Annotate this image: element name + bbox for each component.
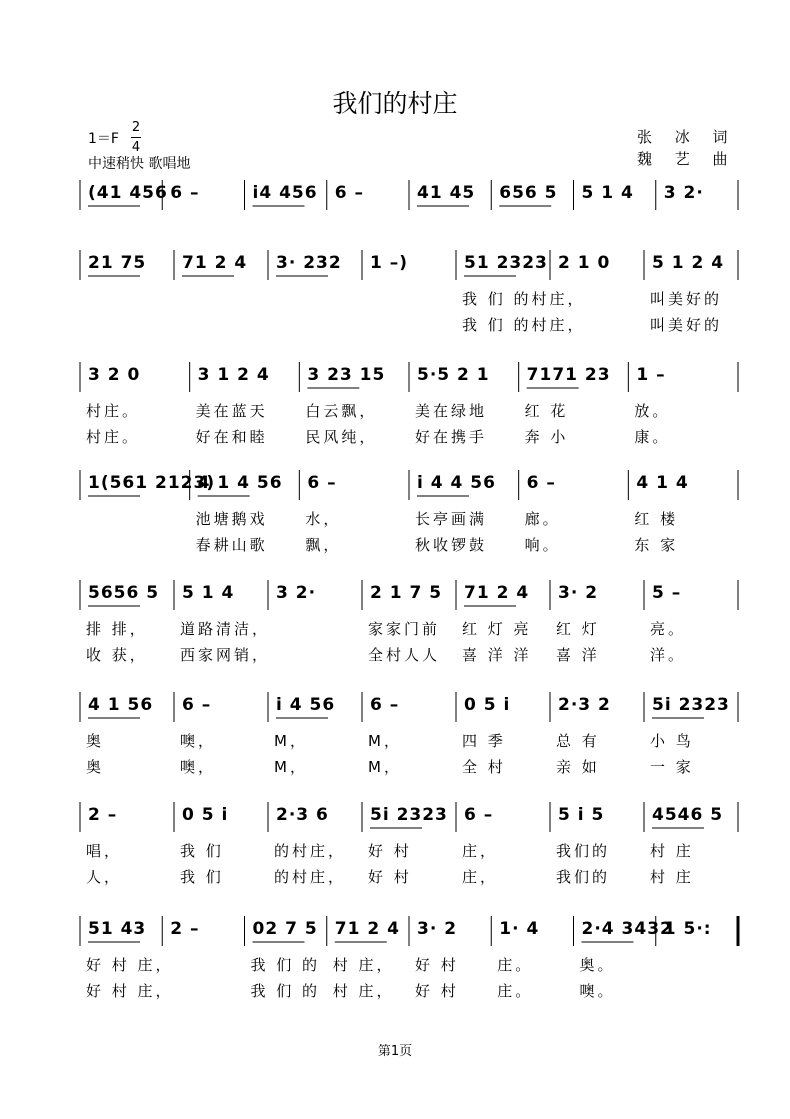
lyric-verse2: 我 们 <box>180 868 224 886</box>
measure-notes: 5i 2323 <box>370 805 448 825</box>
measure-notes: 51 2323 <box>464 253 548 273</box>
lyric-verse1: 我 们 <box>180 842 224 860</box>
measure-notes: 1· 4 <box>499 919 540 939</box>
measure-notes: 5 1 4 <box>182 583 235 603</box>
lyric-verse1: 叫美好的 <box>650 290 723 308</box>
lyric-verse2: 好 村 <box>368 868 412 886</box>
lyric-verse1: M， <box>274 732 308 750</box>
lyric-verse1: 好 村 <box>368 842 412 860</box>
measure-notes: 2 1 0 <box>558 253 611 273</box>
lyric-verse1: 庄。 <box>497 956 534 974</box>
lyric-verse1: 池塘鹅戏 <box>195 510 268 528</box>
measure-notes: 6 – <box>182 695 212 715</box>
measure-notes: 6 – <box>464 805 494 825</box>
measure-notes: 2 – <box>170 919 200 939</box>
measure-notes: 51 43 <box>88 919 147 939</box>
lyric-verse2: 村庄。 <box>86 428 141 446</box>
measure-notes: 41 45 <box>417 183 476 203</box>
measure-notes: 6 – <box>370 695 400 715</box>
lyric-verse2: 庄， <box>462 868 499 886</box>
lyric-verse2: 飘， <box>305 536 342 554</box>
measure-notes: 5 i 5 <box>558 805 605 825</box>
measure-notes: 7171 23 <box>526 365 611 385</box>
lyric-verse2: 西家网销， <box>180 646 271 664</box>
measure-notes: 2 – <box>88 805 118 825</box>
lyric-verse2: 奔 小 <box>524 428 569 446</box>
lyric-verse1: 美在绿地 <box>415 402 488 420</box>
lyric-verse2: 噢。 <box>579 982 616 1000</box>
measure-notes: 4 1 56 <box>88 695 154 715</box>
time-signature-bottom: 4 <box>131 140 141 155</box>
measure-notes: 3· 232 <box>276 253 342 273</box>
lyric-verse2: 村 庄， <box>332 982 395 1000</box>
lyric-verse1: 红 花 <box>524 402 569 420</box>
lyric-verse2: 洋。 <box>650 646 687 664</box>
lyric-verse2: 秋收锣鼓 <box>415 536 488 554</box>
lyric-verse2: 全 村 <box>462 758 506 776</box>
measure-notes: 6 – <box>307 473 337 493</box>
measure-notes: 656 5 <box>499 183 558 203</box>
lyric-verse1: 红 灯 亮 <box>462 620 532 638</box>
lyric-verse1: 红 灯 <box>556 620 600 638</box>
key-signature: 1＝F <box>88 131 119 147</box>
measure-notes: 2·3 2 <box>558 695 611 715</box>
lyric-verse2: 东 家 <box>634 536 679 554</box>
lyric-verse1: 好 村 <box>415 956 459 974</box>
lyric-verse2: 人， <box>86 868 123 886</box>
measure-notes: 1 –) <box>370 253 409 273</box>
lyric-verse1: 亮。 <box>650 620 687 638</box>
measure-notes: 71 2 4 <box>334 919 400 939</box>
measure-notes: (41 456 <box>88 183 168 203</box>
lyric-verse1: 村 庄， <box>332 956 395 974</box>
composer-credit: 魏 艺 曲 <box>637 150 737 168</box>
measure-notes: 5 1 4 <box>581 183 634 203</box>
lyric-verse1: 我们的 <box>556 842 611 860</box>
measure-notes: 6 – <box>526 473 556 493</box>
lyric-verse2: 我 们 的村庄， <box>462 316 586 334</box>
measure-notes: 21 75 <box>88 253 147 273</box>
lyric-verse2: 好在携手 <box>415 428 488 446</box>
lyric-verse2: 奥 <box>86 758 105 776</box>
measure-notes: 3 1 2 4 <box>197 365 270 385</box>
lyric-verse2: 收 获， <box>86 646 148 664</box>
song-title: 我们的村庄 <box>332 89 458 118</box>
lyric-verse2: 的村庄， <box>274 868 347 886</box>
lyric-verse1: 廊。 <box>524 510 561 528</box>
measure-notes: i 4 4 56 <box>417 473 496 493</box>
lyric-verse1: 奥 <box>86 732 105 750</box>
measure-notes: 6 – <box>170 183 200 203</box>
lyric-verse1: 唱， <box>86 842 123 860</box>
lyric-verse1: 红 楼 <box>634 510 679 528</box>
lyric-verse1: 白云飘， <box>305 402 378 420</box>
lyric-verse1: 长亭画满 <box>415 510 488 528</box>
lyric-verse1: 庄， <box>462 842 499 860</box>
lyric-verse2: M， <box>274 758 308 776</box>
lyric-verse2: 噢， <box>180 758 217 776</box>
lyric-verse1: 放。 <box>634 402 671 420</box>
measure-notes: 4546 5 <box>652 805 724 825</box>
lyric-verse1: 奥。 <box>579 956 616 974</box>
measure-notes: 3· 2 <box>558 583 599 603</box>
measure-notes: 5i 2323 <box>652 695 730 715</box>
lyric-verse1: 村 庄 <box>650 842 694 860</box>
lyric-verse2: 春耕山歌 <box>195 536 268 554</box>
tempo-marking: 中速稍快 歌唱地 <box>88 156 191 172</box>
lyric-verse1: 排 排， <box>86 620 148 638</box>
lyric-verse1: 水， <box>305 510 342 528</box>
lyric-verse2: 民风纯， <box>305 428 378 446</box>
page-number: 第1页 <box>377 1044 413 1059</box>
lyric-verse1: 我 们 的村庄， <box>462 290 586 308</box>
measure-notes: 3· 2 <box>417 919 458 939</box>
lyric-verse2: 喜 洋 <box>556 646 600 664</box>
lyric-verse2: 喜 洋 洋 <box>462 646 532 664</box>
lyric-verse2: 叫美好的 <box>650 316 723 334</box>
lyric-verse2: M， <box>368 758 402 776</box>
measure-notes: 6 – <box>334 183 364 203</box>
measure-notes: 1(561 2123) <box>88 473 216 493</box>
lyric-verse2: 全村人人 <box>368 646 441 664</box>
measure-notes: 1 – <box>636 365 666 385</box>
lyric-verse1: 美在蓝天 <box>195 402 268 420</box>
lyric-verse2: 一 家 <box>650 758 694 776</box>
lyric-verse1: 道路清洁， <box>180 620 271 638</box>
lyric-verse1: 的村庄， <box>274 842 347 860</box>
measure-notes: 3 2 0 <box>88 365 141 385</box>
measure-notes: 0 5 i <box>182 805 229 825</box>
measure-notes: 4 1 4 <box>636 473 689 493</box>
lyric-verse2: 村 庄 <box>650 868 694 886</box>
lyric-verse1: 好 村 庄， <box>86 956 174 974</box>
lyric-verse2: 好 村 <box>415 982 459 1000</box>
lyric-verse1: 小 鸟 <box>650 732 694 750</box>
lyric-verse2: 好 村 庄， <box>86 982 174 1000</box>
measure-notes: 1 5·: <box>663 919 712 939</box>
measure-notes: i 4 56 <box>276 695 336 715</box>
lyric-verse1: 噢， <box>180 732 217 750</box>
measure-notes: 5656 5 <box>88 583 160 603</box>
measure-notes: 5 1 2 4 <box>652 253 725 273</box>
lyric-verse2: 庄。 <box>497 982 534 1000</box>
lyric-verse1: 村庄。 <box>86 402 141 420</box>
measure-notes: 3 2· <box>276 583 317 603</box>
measure-notes: 2·4 3432 <box>581 919 673 939</box>
measure-notes: 0 5 i <box>464 695 511 715</box>
measure-notes: 3 2· <box>663 183 704 203</box>
lyric-verse2: 亲 如 <box>556 758 600 776</box>
measure-notes: 3 23 15 <box>307 365 386 385</box>
lyric-verse2: 我 们 的 <box>250 982 321 1000</box>
lyric-verse1: 家家门前 <box>368 620 441 638</box>
measure-notes: 71 2 4 <box>182 253 248 273</box>
time-signature-top: 2 <box>131 120 141 135</box>
lyric-verse2: 响。 <box>524 536 561 554</box>
lyric-verse2: 好在和睦 <box>195 428 268 446</box>
measure-notes: 5 – <box>652 583 682 603</box>
measure-notes: 2 1 7 5 <box>370 583 443 603</box>
lyric-verse1: M， <box>368 732 402 750</box>
measure-notes: 02 7 5 <box>252 919 318 939</box>
lyric-verse1: 四 季 <box>462 732 506 750</box>
measure-notes: 71 2 4 <box>464 583 530 603</box>
measure-notes: 4 1 4 56 <box>197 473 283 493</box>
measure-notes: 2·3 6 <box>276 805 329 825</box>
measure-notes: 5·5 2 1 <box>417 365 490 385</box>
lyric-verse2: 康。 <box>634 428 671 446</box>
lyricist-credit: 张 冰 词 <box>637 128 737 146</box>
lyric-verse1: 我 们 的 <box>250 956 321 974</box>
measure-notes: i4 456 <box>252 183 318 203</box>
lyric-verse1: 总 有 <box>556 732 600 750</box>
lyric-verse2: 我们的 <box>556 868 611 886</box>
